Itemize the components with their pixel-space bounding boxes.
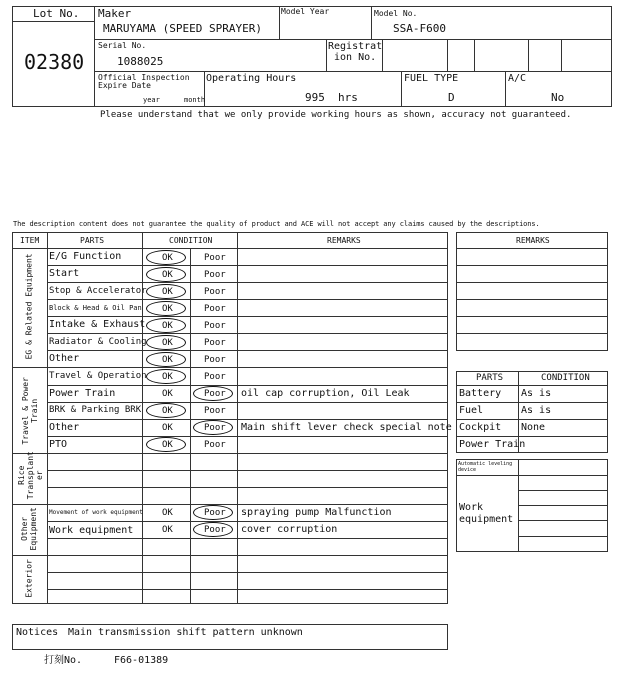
part-label: E/G Function (49, 251, 122, 262)
notices-value: Main transmission shift pattern unknown (68, 627, 303, 638)
part-label: Start (49, 268, 80, 279)
ac-label: A/C (508, 73, 527, 84)
hours-unit: hrs (338, 91, 358, 104)
part-label: Movement of work equipment (49, 509, 143, 516)
ok-mark: OK (162, 440, 173, 450)
col-parts-header: PARTS (80, 236, 105, 245)
part-label: Intake & Exhaust (49, 319, 146, 330)
part-label: PTO (49, 439, 68, 450)
work-equipment-label-1: Work (459, 502, 484, 513)
part-label: Other (49, 422, 80, 433)
group-other-line-1: Other (20, 516, 30, 541)
ok-mark: OK (162, 287, 173, 297)
poor-mark: Poor (204, 355, 226, 365)
disclaimer: The description content does not guarantee the quality of product and ACE will not accept any claims caused by the descriptions. (13, 220, 540, 228)
inspection-label-1: Official Inspection (98, 73, 190, 82)
group-rice-line-2: Transplant (25, 451, 35, 500)
poor-mark: Poor (204, 372, 226, 382)
remark-text: spraying pump Malfunction (241, 507, 392, 518)
ok-mark: OK (162, 355, 173, 365)
part-label: Stop & Accelerator (49, 286, 147, 296)
ok-selected-circle (146, 437, 186, 452)
poor-mark: Poor (204, 440, 226, 450)
lot-label: Lot No. (33, 7, 80, 20)
model-no-label: Model No. (374, 9, 418, 18)
ok-selected-circle (146, 369, 186, 384)
ok-mark: OK (162, 525, 173, 535)
ok-selected-circle (146, 318, 186, 333)
col-item-header: ITEM (20, 236, 40, 245)
poor-selected-circle (193, 522, 233, 537)
side-condition-header: CONDITION (541, 373, 590, 383)
ok-mark: OK (162, 270, 173, 280)
ok-mark: OK (162, 423, 173, 433)
serial-value: 1088025 (117, 55, 164, 68)
year-label: year (143, 96, 160, 104)
side-condition-value: None (521, 422, 546, 433)
ok-selected-circle (146, 267, 186, 282)
auto-leveling-label-2: device (458, 467, 477, 473)
ok-mark: OK (162, 508, 173, 518)
hours-accuracy-note: Please understand that we only provide working hours as shown, accuracy not guaranteed. (100, 110, 572, 120)
registration-label-1: Registrat (328, 41, 383, 52)
side-part-label: Fuel (459, 405, 484, 416)
poor-mark: Poor (204, 338, 226, 348)
model-no-value: SSA-F600 (393, 22, 446, 35)
ok-mark: OK (162, 253, 173, 263)
poor-mark: Poor (204, 270, 226, 280)
poor-mark: Poor (204, 253, 226, 263)
model-year-label: Model Year (281, 7, 330, 16)
ok-mark: OK (162, 372, 173, 382)
ok-selected-circle (146, 335, 186, 350)
side-part-label: Cockpit (459, 422, 502, 433)
side-remarks-header: REMARKS (516, 236, 550, 245)
col-remarks-header: REMARKS (327, 236, 361, 245)
part-label: Block & Head & Oil Pan (49, 304, 142, 312)
ok-mark: OK (162, 406, 173, 416)
group-exterior: Exterior (24, 559, 34, 598)
month-label: month (184, 96, 206, 104)
hours-value: 995 (305, 91, 325, 104)
ok-selected-circle (146, 284, 186, 299)
part-label: BRK & Parking BRK (49, 405, 142, 415)
serial-label: Serial No. (98, 41, 147, 50)
side-part-label: Power Train (459, 439, 526, 450)
fuel-label: FUEL TYPE (404, 73, 459, 84)
part-label: Power Train (49, 388, 116, 399)
remark-text: oil cap corruption, Oil Leak (241, 388, 410, 399)
poor-mark: Poor (204, 304, 226, 314)
part-label: Radiator & Cooling (49, 337, 147, 347)
hours-label: Operating Hours (206, 73, 297, 84)
ok-mark: OK (162, 321, 173, 331)
auto-leveling-label-1: Automatic leveling (458, 461, 513, 467)
poor-mark: Poor (204, 525, 226, 535)
poor-selected-circle (193, 505, 233, 520)
ok-mark: OK (162, 338, 173, 348)
side-condition-value: As is (521, 405, 552, 416)
stamp-label: 打刻No. (44, 655, 83, 666)
stamp-value: F66-01389 (114, 655, 169, 666)
ok-selected-circle (146, 403, 186, 418)
ok-mark: OK (162, 304, 173, 314)
group-travel-line-1: Travel & Power (21, 377, 31, 445)
poor-selected-circle (193, 420, 233, 435)
part-label: Work equipment (49, 525, 134, 536)
registration-label-2: ion No. (334, 52, 377, 63)
inspection-label-2: Expire Date (98, 81, 151, 90)
ok-selected-circle (146, 352, 186, 367)
side-parts-header: PARTS (476, 373, 504, 383)
part-label: Travel & Operation (49, 371, 147, 381)
group-travel-line-2: Train (30, 398, 39, 423)
remark-text: Main shift lever check special note (241, 422, 452, 433)
part-label: Other (49, 353, 80, 364)
lot-number: 02380 (24, 50, 85, 74)
col-condition-header: CONDITION (169, 236, 213, 245)
poor-mark: Poor (204, 287, 226, 297)
fuel-value: D (448, 91, 455, 104)
poor-mark: Poor (204, 423, 226, 433)
work-equipment-label-2: equipment (459, 514, 514, 525)
side-part-label: Battery (459, 388, 502, 399)
poor-mark: Poor (204, 321, 226, 331)
group-other-line-2: Equipment (29, 507, 38, 551)
ok-mark: OK (162, 389, 173, 399)
group-rice-line-3: er (34, 470, 44, 481)
poor-mark: Poor (204, 389, 226, 399)
side-condition-value: As is (521, 388, 552, 399)
group-rice-line-1: Rice (16, 465, 26, 485)
poor-mark: Poor (204, 406, 226, 416)
ok-selected-circle (146, 250, 186, 265)
remark-text: cover corruption (241, 524, 338, 535)
maker-value: MARUYAMA (SPEED SPRAYER) (103, 22, 262, 35)
maker-label: Maker (98, 7, 132, 20)
poor-mark: Poor (204, 508, 226, 518)
ok-selected-circle (146, 301, 186, 316)
ac-value: No (551, 91, 565, 104)
group-eg: EG & Related Equipment (24, 253, 34, 360)
notices-label: Notices (16, 627, 59, 638)
poor-selected-circle (193, 386, 233, 401)
